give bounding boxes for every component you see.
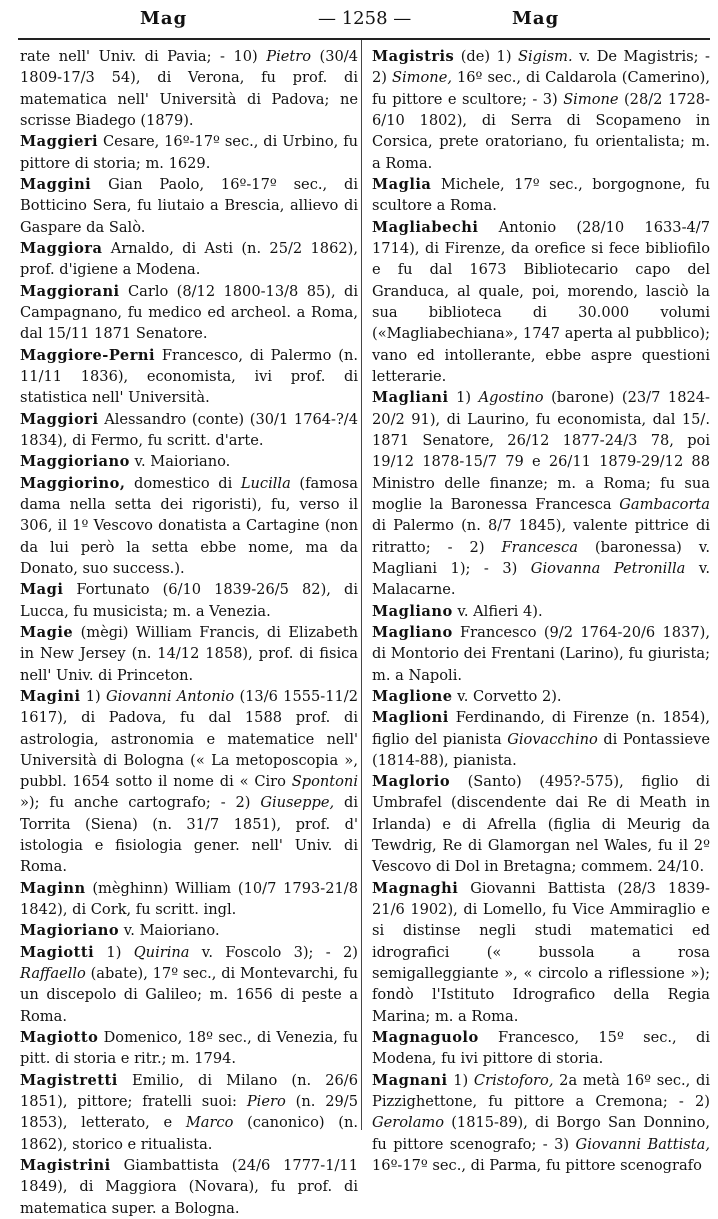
- entry-text: 1): [80, 687, 106, 705]
- italic-text: Gambacorta: [619, 495, 710, 513]
- dictionary-entry: [20, 878, 358, 921]
- entry-text: v. De Magistris; - 2): [372, 48, 710, 87]
- italic-text: Giovanna Petronilla: [530, 559, 686, 577]
- entry-text: Gian Paolo, 16º-17º sec., di Botticino Sera, fu liutaio a Brescia, allievo di Gaspare da Salò.: [20, 175, 358, 236]
- italic-text: Gerolamo: [372, 1114, 445, 1132]
- entry-text: (famosa dama nella setta dei rigoristi), fu, verso il 306, il 1º Vescovo donatista a Cartagine (non da lui però la setta ebbe nome, ma da Donato, suo success.).: [20, 474, 358, 577]
- running-header: [0, 4, 718, 34]
- entry-text: rate nell' Univ. di Pavia; - 10): [20, 48, 267, 65]
- dictionary-entry: [20, 579, 358, 622]
- dictionary-entry: [20, 473, 358, 580]
- dictionary-entry: [372, 707, 710, 771]
- entry-text: Ferdinando, di Firenze (n. 1854), figlio del pianista: [372, 709, 710, 748]
- italic-text: Quirina: [133, 943, 190, 961]
- entry-headword: Maggieri: [20, 133, 99, 151]
- entry-headword: Magiotto: [20, 1029, 99, 1047]
- italic-text: Lucilla: [240, 474, 291, 492]
- dictionary-entry: [372, 174, 710, 217]
- entry-text: (1815-89), di Borgo San Donnino, fu pittore scenografo; - 3): [372, 1114, 710, 1153]
- entry-text: (barone) (23/7 1824-20/2 91), di Laurino, fu economista, dal 15/. 1871 Senatore, 26/12 1877-24/3 78, poi 19/12 1878-15/7 79 e 26/11 1879-29/12 88 Ministro delle finanze; m. a Roma; fu sua moglie la Baronessa Francesca: [372, 389, 710, 513]
- dictionary-entry: [372, 46, 710, 174]
- italic-text: Giovanni Antonio: [105, 687, 235, 705]
- entry-text: 2a metà 16º sec., di Pizzighettone, fu pittore a Cremona; - 2): [372, 1071, 710, 1111]
- entry-headword: Maggioriano: [20, 453, 130, 471]
- entry-text: (de) 1): [454, 48, 518, 65]
- entry-headword: Magnani: [372, 1071, 448, 1089]
- entry-text: Francesco, di Palermo (n. 11/11 1836), economista, ivi prof. di statistica nell' Università.: [20, 346, 358, 407]
- entry-headword: Maggiori: [20, 410, 99, 428]
- column-divider: [361, 40, 362, 1130]
- dictionary-entry: [20, 238, 358, 281]
- entry-text: Arnaldo, di Asti (n. 25/2 1862), prof. d'igiene a Modena.: [20, 239, 358, 279]
- dictionary-entry: [372, 1070, 710, 1177]
- entry-text: v. Foscolo 3); - 2): [189, 943, 358, 961]
- header-left-guideword: Mag: [140, 8, 188, 29]
- entry-text: (30/4 1809-17/3 54), di Verona, fu prof. di matematica nell' Università di Padova; ne scrisse Biadego (1879).: [20, 48, 358, 129]
- entry-text: Fortunato (6/10 1839-26/5 82), di Lucca, fu musicista; m. a Venezia.: [20, 581, 358, 620]
- dictionary-entry: [20, 46, 358, 131]
- italic-text: Francesca: [501, 538, 578, 556]
- entry-text: v. Alfieri 4).: [452, 602, 543, 620]
- italic-text: Spontoni: [291, 773, 358, 791]
- entry-headword: Maglorio: [372, 773, 451, 791]
- entry-headword: Maggiore-Perni: [20, 346, 156, 364]
- entry-text: (n. 29/5 1853), letterato, e: [20, 1093, 358, 1132]
- italic-text: Raffaello: [20, 965, 86, 983]
- italic-text: Simone: [563, 90, 619, 108]
- entry-headword: Maglioni: [372, 709, 449, 727]
- entry-headword: Magliani: [372, 389, 449, 407]
- entry-text: v. Maioriano.: [129, 453, 231, 471]
- entry-headword: Maginn: [20, 879, 86, 897]
- entry-text: Emilio, di Milano (n. 26/6 1851), pittore; fratelli suoi:: [20, 1071, 358, 1111]
- right-column: [372, 46, 710, 1175]
- dictionary-entry: [20, 1155, 358, 1219]
- page-number: — 1258 —: [318, 8, 412, 29]
- entry-text: (mègi) William Francis, di Elizabeth in New Jersey (n. 14/12 1858), prof. di fisica nell' Univ. di Princeton.: [20, 623, 358, 684]
- dictionary-entry: [20, 345, 358, 409]
- dictionary-entry: [20, 622, 358, 686]
- entry-text: »); fu anche cartografo; - 2): [20, 794, 261, 812]
- entry-text: Francesco, 15º sec., di Modena, fu ivi pittore di storia.: [372, 1029, 710, 1068]
- dictionary-entry: [20, 174, 358, 238]
- entry-text: domestico di: [125, 474, 241, 492]
- entry-text: v. Corvetto 2).: [452, 687, 562, 705]
- dictionary-entry: [20, 942, 358, 1027]
- entry-headword: Magi: [20, 581, 64, 599]
- entry-headword: Magioriano: [20, 922, 120, 940]
- italic-text: Piero: [246, 1093, 286, 1111]
- header-right-guideword: Mag: [512, 8, 560, 29]
- dictionary-entry: [372, 387, 710, 600]
- header-rule: [18, 38, 710, 40]
- italic-text: Pietro: [266, 48, 312, 65]
- entry-text: 16º sec., di Caldarola (Camerino), fu pittore e scultore; - 3): [372, 69, 710, 108]
- entry-text: 1): [448, 389, 479, 407]
- italic-text: Marco: [185, 1114, 234, 1132]
- entry-text: (baronessa) v. Magliani 1); - 3): [372, 538, 710, 577]
- entry-text: di Palermo (n. 8/7 1845), valente pittrice di ritratto; - 2): [372, 517, 710, 556]
- dictionary-entry: [20, 1070, 358, 1155]
- entry-text: (28/2 1728-6/10 1802), di Serra di Scopameno in Corsica, prete oratoriano, fu orientalista; m. a Roma.: [372, 90, 710, 172]
- entry-headword: Maggini: [20, 175, 92, 193]
- dictionary-entry: [20, 281, 358, 345]
- entry-text: Alessandro (conte) (30/1 1764-?/4 1834), di Fermo, fu scritt. d'arte.: [20, 410, 358, 449]
- dictionary-entry: [20, 920, 358, 941]
- entry-headword: Magistrini: [20, 1157, 111, 1175]
- dictionary-entry: [372, 622, 710, 686]
- italic-text: Cristoforo,: [473, 1071, 554, 1089]
- dictionary-entry: [20, 686, 358, 878]
- italic-text: Sigism.: [518, 48, 573, 65]
- entry-headword: Maggiorani: [20, 282, 120, 300]
- dictionary-entry: [372, 1027, 710, 1070]
- italic-text: Giovacchino: [507, 730, 598, 748]
- entry-text: (canonico) (n. 1862), storico e ritualista.: [20, 1114, 358, 1153]
- entry-text: di Torrita (Siena) (n. 31/7 1851), prof. d' istologia e fisiologia gener. nell' Univ. di Roma.: [20, 794, 359, 876]
- entry-text: (abate), 17º sec., di Montevarchi, fu un discepolo di Galileo; m. 1656 di peste a Roma.: [20, 965, 358, 1025]
- dictionary-entry: [372, 217, 710, 388]
- entry-text: 16º-17º sec., di Parma, fu pittore scenografo: [372, 1157, 702, 1175]
- dictionary-entry: [20, 409, 358, 452]
- entry-headword: Magliano: [372, 602, 453, 620]
- dictionary-entry: [20, 1027, 358, 1070]
- dictionary-entry: [372, 878, 710, 1027]
- entry-text: v. Maioriano.: [119, 922, 220, 940]
- entry-headword: Magistretti: [20, 1071, 118, 1089]
- entry-text: v. Malacarne.: [372, 559, 710, 599]
- entry-text: (13/6 1555-11/2 1617), di Padova, fu dal 1588 prof. di astrologia, astronomia e matematice nell' Università di Bologna (« La metoposcopia », pubbl. 1654 sotto il nome di « Ciro: [20, 687, 358, 791]
- entry-headword: Magistris: [372, 48, 455, 65]
- left-column: [20, 46, 359, 1217]
- italic-text: Giovanni Battista,: [575, 1135, 710, 1153]
- entry-headword: Magiotti: [20, 943, 95, 961]
- entry-headword: Magini: [20, 687, 81, 705]
- entry-text: Carlo (8/12 1800-13/8 85), di Campagnano, fu medico ed archeol. a Roma, dal 15/11 1871 Senatore.: [20, 282, 358, 343]
- dictionary-entry: [372, 686, 710, 707]
- entry-text: Giovanni Battista (28/3 1839-21/6 1902), di Lomello, fu Vice Ammiraglio e si distinse negli studi matematici ed idrografici (« bussola a rosa semigalleggiante », « circolo a riflessione »); fondò l'Istituto Idrografico della Regia Marina; m. a Roma.: [372, 879, 710, 1025]
- italic-text: Simone,: [392, 69, 452, 87]
- dictionary-entry: [372, 771, 710, 878]
- entry-text: Antonio (28/10 1633-4/7 1714), di Firenze, da orefice si fece bibliofilo e fu dal 1673 Bibliotecario capo del Granduca, al quale, poi, morendo, lasciò la sua biblioteca di 30.000 volumi («Magliabechiana», 1747 aperta al pubblico); vano ed intollerante, ebbe aspre questioni letterarie.: [372, 218, 710, 385]
- entry-headword: Magliabechi: [372, 218, 479, 236]
- italic-text: Giuseppe,: [260, 794, 335, 812]
- entry-text: (mèghinn) William (10/7 1793-21/8 1842), di Cork, fu scritt. ingl.: [20, 879, 358, 919]
- entry-text: 1): [447, 1071, 474, 1089]
- dictionary-entry: [20, 131, 358, 174]
- entry-text: di Pontassieve (1814-88), pianista.: [372, 730, 710, 769]
- entry-text: Giambattista (24/6 1777-1/11 1849), di Maggiora (Novara), fu prof. di matematica super. a Bologna.: [20, 1157, 358, 1217]
- entry-text: (Santo) (495?-575), figlio di Umbrafel (discendente dai Re di Meath in Irlanda) e di Afrella (figlia di Meurig da Tewdrig, Re di Glamorgan nel Wales, fu il 2º Vescovo di Dol in Bretagna; commem. 24/10.: [372, 773, 710, 876]
- entry-headword: Maggiorino,: [20, 474, 126, 492]
- italic-text: Agostino: [478, 389, 544, 407]
- entry-headword: Magnaghi: [372, 879, 459, 897]
- entry-headword: Magie: [20, 623, 74, 641]
- entry-headword: Magliano: [372, 623, 453, 641]
- entry-text: Domenico, 18º sec., di Venezia, fu pitt. di storia e ritr.; m. 1794.: [20, 1029, 358, 1068]
- entry-text: 1): [94, 943, 134, 961]
- entry-text: Cesare, 16º-17º sec., di Urbino, fu pittore di storia; m. 1629.: [20, 133, 358, 172]
- dictionary-entry: [372, 601, 710, 622]
- entry-headword: Maglia: [372, 175, 432, 193]
- entry-text: Michele, 17º sec., borgognone, fu scultore a Roma.: [372, 175, 710, 215]
- entry-headword: Maglione: [372, 687, 453, 705]
- entry-headword: Maggiora: [20, 239, 103, 257]
- dictionary-entry: [20, 451, 358, 472]
- entry-text: Francesco (9/2 1764-20/6 1837), di Montorio dei Frentani (Larino), fu giurista; m. a Napoli.: [372, 623, 710, 684]
- entry-headword: Magnaguolo: [372, 1029, 479, 1047]
